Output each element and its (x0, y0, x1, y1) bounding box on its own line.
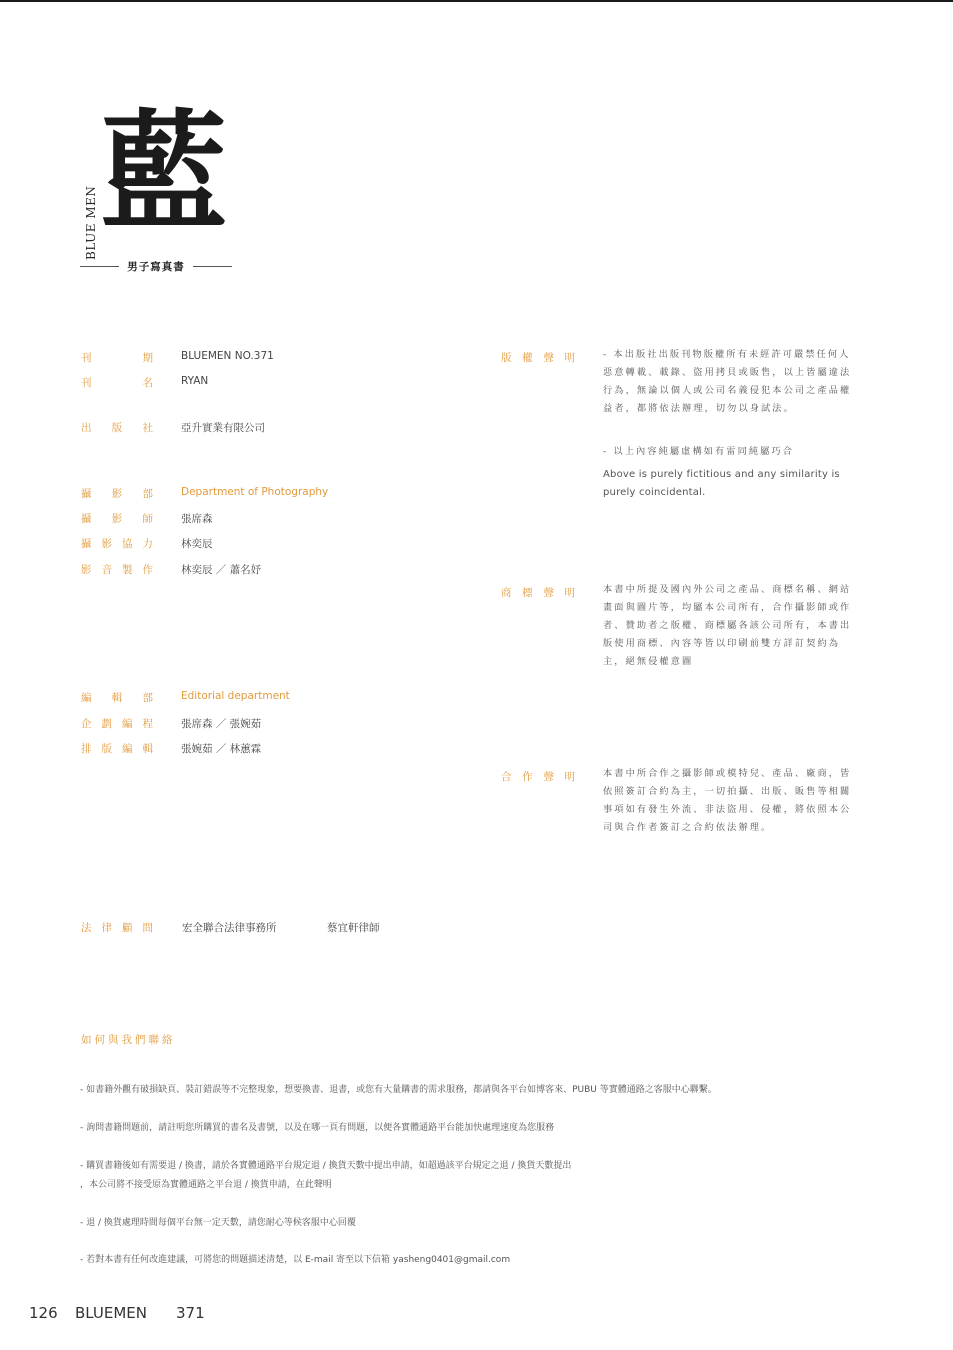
label-char: 聲 (543, 771, 554, 783)
credit-label (81, 690, 153, 705)
fiction-notice: - 以上內容純屬虛構如有雷同純屬巧合 (603, 446, 795, 457)
credit-label-char: 作 (142, 564, 153, 576)
label-char: 合 (501, 771, 512, 783)
credit-label-char: 影 (101, 538, 112, 550)
credit-label (81, 741, 153, 756)
credit-label-char: 企 (81, 718, 92, 730)
credit-label-char: 劃 (101, 718, 112, 730)
label-char: 版 (501, 352, 512, 364)
credit-label-char: 編 (122, 718, 133, 730)
copyright-label (501, 350, 575, 365)
logo-side-text: BLUE MEN (84, 185, 98, 260)
legal-firm: 宏全聯合法律事務所 (182, 922, 277, 934)
copyright-text: - 本出版社出版刊物版權所有未經許可嚴禁任何人惡意轉載、載錄、盜用拷貝或販售，以上皆屬違法行為，無論以個人或公司名義侵犯本公司之產品權益者，都將依法辦理，切勿以身試法。 (603, 349, 852, 414)
credit-row (81, 350, 481, 365)
credit-label-char: 力 (142, 538, 153, 550)
credit-label-char: 影 (111, 488, 123, 500)
credit-label-char: 協 (122, 538, 133, 550)
credit-value: 張婉茹 ／ 林蕙霖 (181, 743, 262, 755)
contact-title: 如何與我們聯絡 (81, 1034, 176, 1046)
credit-value: Editorial department (181, 690, 290, 702)
logo-rule-left (80, 266, 119, 267)
label-char: 聲 (543, 587, 554, 599)
credit-row (81, 486, 481, 501)
credit-label-char: 影 (111, 513, 123, 525)
trademark-label (501, 585, 575, 600)
credit-row (81, 375, 481, 390)
credit-value: 張席森 ／ 張婉茹 (181, 718, 262, 730)
credit-row (81, 716, 481, 731)
label-char: 明 (564, 587, 575, 599)
credit-label-char: 名 (142, 377, 153, 389)
credit-label-char: 編 (81, 692, 92, 704)
credit-row (81, 562, 481, 577)
trademark-text: 本書中所提及國內外公司之產品、商標名稱、網站畫面與圖片等，均屬本公司所有，合作攝影師或作者、贊助者之版權、商標屬各該公司所有，本書出版使用商標、內容等皆以印刷前雙方詳訂契約為主，絕無侵權意圖 (603, 584, 852, 667)
credit-row (81, 690, 481, 705)
logo-calligraphy: 藍 (100, 97, 229, 247)
credit-value: 林奕辰 ／ 蕭名妤 (181, 564, 262, 576)
credit-label-char: 編 (122, 743, 133, 755)
credit-label-char: 刊 (81, 352, 92, 364)
page-number: 126 (29, 1304, 58, 1322)
credit-row (81, 511, 481, 526)
legal-advisor-label (81, 920, 153, 935)
footer-issue: 371 (176, 1304, 205, 1322)
label-char: 聲 (543, 352, 554, 364)
contact-item: - 若對本書有任何改進建議，可將您的問題描述清楚，以 E-mail 寄至以下信箱 yasheng0401@gmail.com (80, 1255, 511, 1265)
label-char: 作 (522, 771, 533, 783)
label-char: 法 (81, 922, 92, 934)
cooperation-text: 本書中所合作之攝影師或模特兒、產品、廠商，皆依照簽訂合約為主，一切拍攝、出版、販售等相關事項如有發生外流、非法盜用、侵權，將依照本公司與合作者簽訂之合約依法辦理。 (603, 768, 852, 833)
label-char: 標 (522, 587, 533, 599)
credit-label-char: 版 (101, 743, 112, 755)
credit-value: 張席森 (181, 513, 213, 525)
contact-item: - 退 / 換貨處理時間每個平台無一定天數，請您耐心等候客服中心回覆 (80, 1218, 356, 1228)
credit-value: RYAN (181, 375, 209, 387)
credit-label (81, 536, 153, 551)
credit-label (81, 350, 153, 365)
credit-label-char: 音 (101, 564, 112, 576)
credit-value: BLUEMEN NO.371 (181, 350, 274, 362)
credit-label (81, 716, 153, 731)
credit-label-char: 刊 (81, 377, 92, 389)
cooperation-label (501, 769, 575, 784)
credit-label-char: 排 (81, 743, 92, 755)
label-char: 明 (564, 352, 575, 364)
credit-label (81, 420, 153, 435)
credit-row (81, 420, 481, 435)
contact-item: - 如書籍外觀有破損缺頁、裝訂錯誤等不完整現象，想要換書、退書，或您有大量購書的需求服務，都請與各平台如博客來、PUBU 等實體通路之客服中心聯繫。 (80, 1085, 717, 1095)
credit-label-char: 師 (142, 513, 153, 525)
credit-label-char: 社 (142, 422, 153, 434)
credit-label-char: 出 (81, 422, 92, 434)
logo-rule-right (193, 266, 232, 267)
credit-label-char: 攝 (81, 538, 92, 550)
credit-label-char: 輯 (111, 692, 123, 704)
label-char: 明 (564, 771, 575, 783)
credit-label-char: 影 (81, 564, 92, 576)
credit-label-char: 輯 (142, 743, 153, 755)
logo-subtitle-text: 男子寫真書 (127, 260, 185, 273)
credit-value: 亞升實業有限公司 (181, 422, 265, 434)
legal-lawyer: 蔡宜軒律師 (327, 922, 380, 934)
credit-label-char: 部 (142, 692, 153, 704)
credit-label-char: 製 (122, 564, 133, 576)
legal-advisor-row (81, 920, 481, 935)
credit-row (81, 536, 481, 551)
credit-label-char: 部 (142, 488, 153, 500)
credit-value: Department of Photography (181, 486, 329, 498)
contact-item: ，本公司將不接受原為實體通路之平台退 / 換貨申請，在此聲明 (80, 1180, 332, 1190)
credit-row (81, 741, 481, 756)
label-char: 權 (522, 352, 533, 364)
credit-value: 林奕辰 (181, 538, 213, 550)
fiction-notice-en: Above is purely fictitious and any similarity is purely coincidental. (603, 469, 840, 498)
footer-magazine: BLUEMEN (75, 1304, 147, 1322)
credit-label-char: 攝 (81, 513, 92, 525)
contact-item: - 購買書籍後如有需要退 / 換書，請於各實體通路平台規定退 / 換貨天數中提出申請，如超過該平台規定之退 / 換貨天數提出 (80, 1161, 572, 1171)
top-rule (0, 0, 953, 2)
credit-label (81, 486, 153, 501)
label-char: 律 (101, 922, 112, 934)
credit-label-char: 期 (142, 352, 153, 364)
label-char: 顧 (122, 922, 133, 934)
credit-label (81, 562, 153, 577)
logo-subtitle (80, 258, 232, 274)
label-char: 問 (142, 922, 153, 934)
contact-item: - 詢問書籍問題前，請註明您所購買的書名及書號，以及在哪一頁有問題，以便各實體通路平台能加快處理速度為您服務 (80, 1123, 555, 1133)
label-char: 商 (501, 587, 512, 599)
credit-label-char: 程 (142, 718, 153, 730)
credit-label (81, 511, 153, 526)
credit-label (81, 375, 153, 390)
credit-label-char: 版 (111, 422, 123, 434)
credit-label-char: 攝 (81, 488, 92, 500)
